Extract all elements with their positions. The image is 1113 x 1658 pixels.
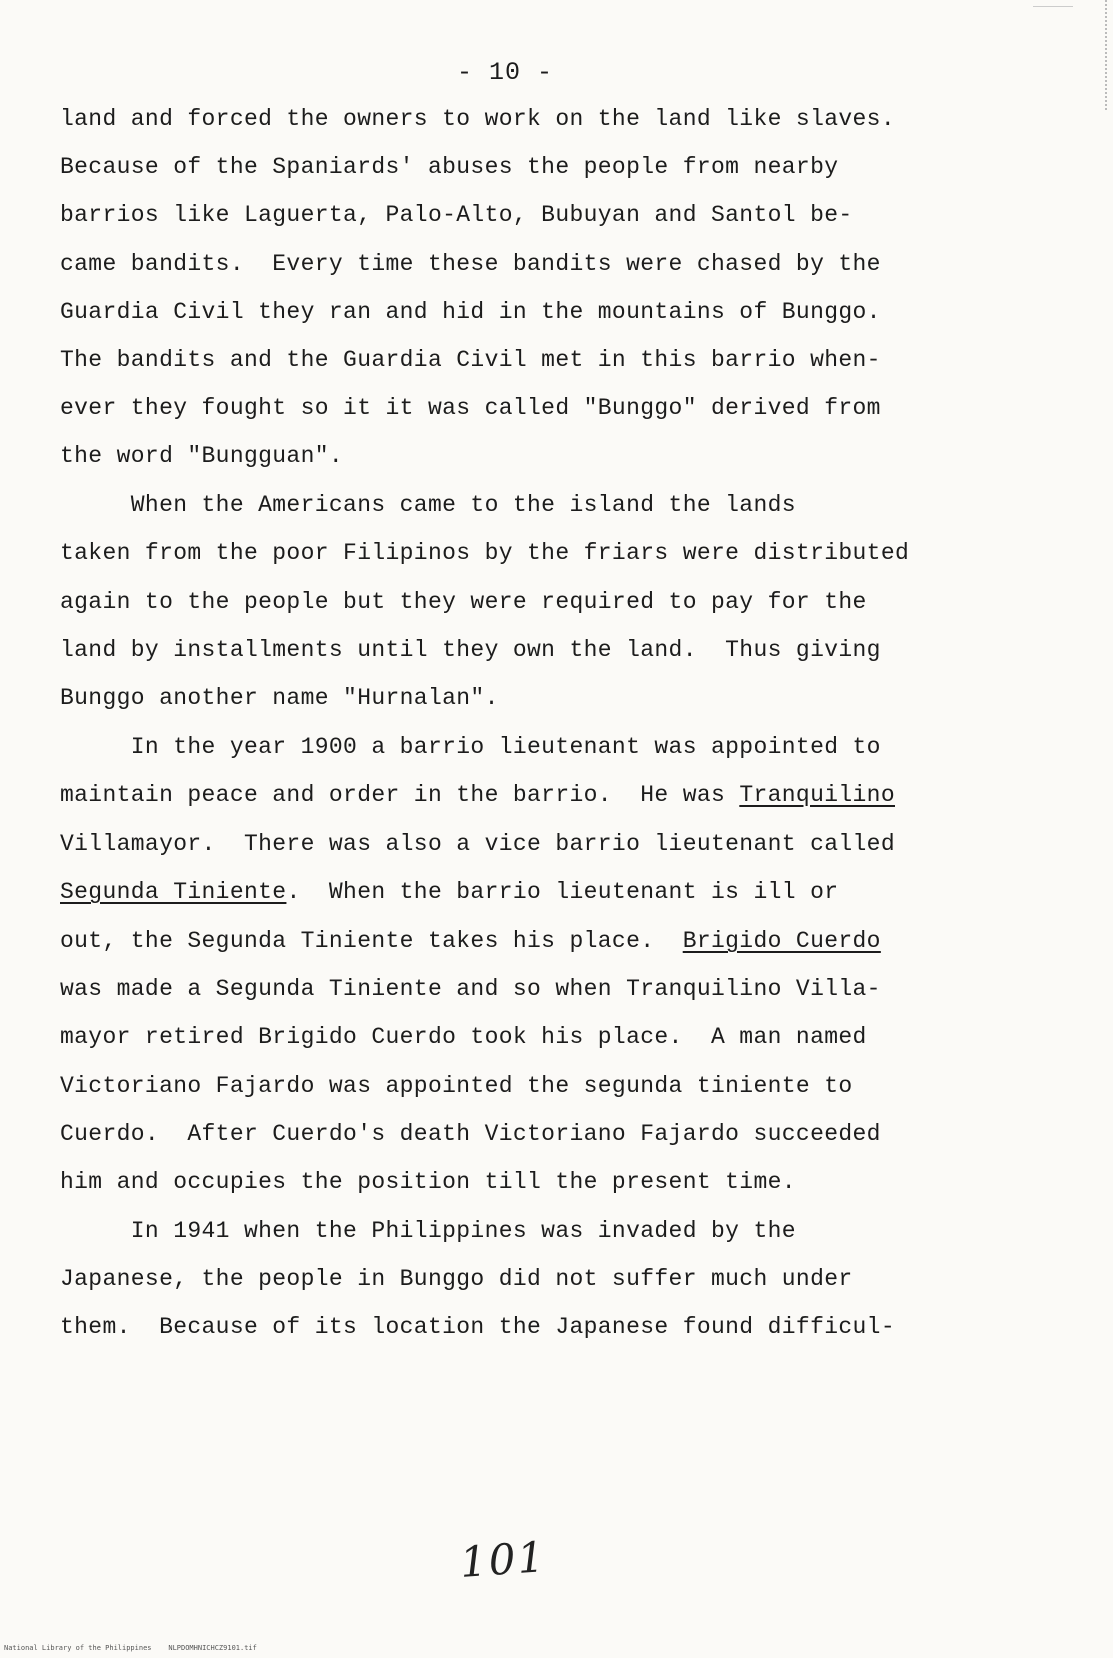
scan-edge-marks xyxy=(1089,0,1107,110)
text-line: land by installments until they own the land. Thus giving xyxy=(60,637,881,663)
text-line: the word "Bungguan". xyxy=(60,443,344,469)
text-line: Cuerdo. After Cuerdo's death Victoriano Fajardo succeeded xyxy=(60,1121,881,1147)
archive-footer: National Library of the Philippines NLPDOMHNICHCZ9101.tif xyxy=(4,1644,257,1652)
underlined-name: Brigido Cuerdo xyxy=(682,928,881,954)
text-line: them. Because of its location the Japanese found difficul- xyxy=(60,1314,895,1340)
text-line: mayor retired Brigido Cuerdo took his place. A man named xyxy=(60,1024,867,1050)
text-line xyxy=(60,926,881,956)
text-line: Bunggo another name "Hurnalan". xyxy=(60,685,499,711)
scan-edge-rule xyxy=(1033,6,1073,7)
underlined-term: Segunda Tiniente xyxy=(60,879,287,905)
text-line: Villamayor. There was also a vice barrio lieutenant called xyxy=(60,831,895,857)
text-line: barrios like Laguerta, Palo-Alto, Bubuyan and Santol be- xyxy=(60,202,853,228)
underlined-name: Tranquilino xyxy=(739,782,895,808)
text-line: Japanese, the people in Bunggo did not suffer much under xyxy=(60,1266,853,1292)
text-line: In the year 1900 a barrio lieutenant was appointed to xyxy=(60,734,881,760)
text-line xyxy=(60,780,895,810)
text-line xyxy=(60,877,838,907)
handwritten-page-number: 101 xyxy=(458,1532,548,1587)
text-line: again to the people but they were required to pay for the xyxy=(60,589,867,615)
text-line: was made a Segunda Tiniente and so when Tranquilino Villa- xyxy=(60,976,881,1002)
text-segment: . When the barrio lieutenant is ill or xyxy=(286,879,839,905)
text-line: Guardia Civil they ran and hid in the mountains of Bunggo. xyxy=(60,299,881,325)
text-line: ever they fought so it it was called "Bunggo" derived from xyxy=(60,395,881,421)
text-line: taken from the poor Filipinos by the friars were distributed xyxy=(60,540,910,566)
text-line: came bandits. Every time these bandits were chased by the xyxy=(60,251,881,277)
text-line: When the Americans came to the island the lands xyxy=(60,492,796,518)
text-line: Because of the Spaniards' abuses the people from nearby xyxy=(60,154,839,180)
text-segment: out, the Segunda Tiniente takes his place. xyxy=(60,928,683,954)
text-line: Victoriano Fajardo was appointed the segunda tiniente to xyxy=(60,1073,853,1099)
text-line: him and occupies the position till the present time. xyxy=(60,1169,796,1195)
page-number: - 10 - xyxy=(456,58,553,87)
text-line: land and forced the owners to work on the land like slaves. xyxy=(60,106,895,132)
text-line: The bandits and the Guardia Civil met in this barrio when- xyxy=(60,347,881,373)
text-line: In 1941 when the Philippines was invaded by the xyxy=(60,1218,796,1244)
text-segment: maintain peace and order in the barrio. He was xyxy=(60,782,740,808)
